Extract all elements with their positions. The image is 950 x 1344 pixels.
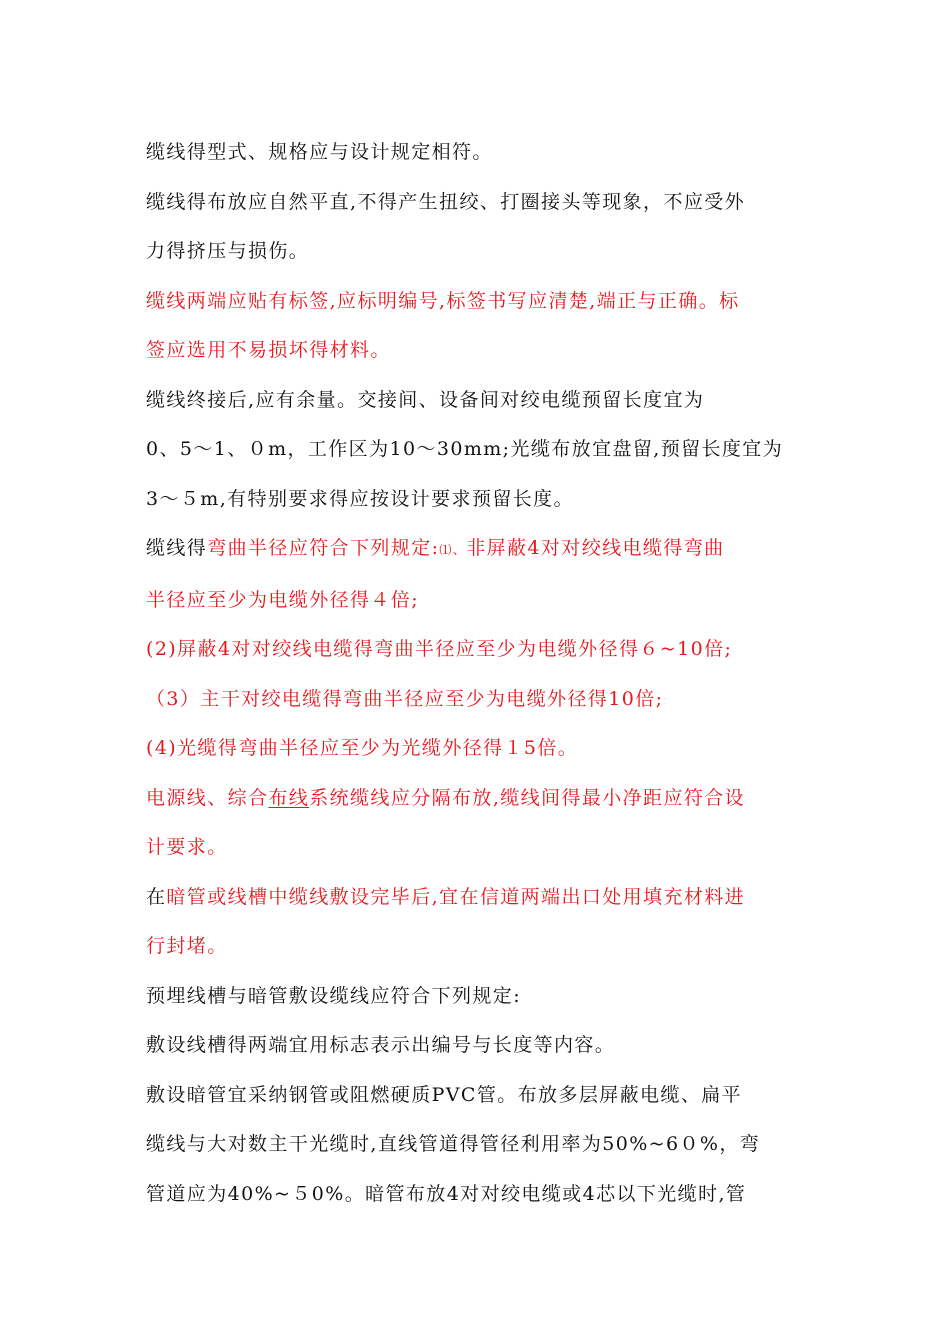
text-line <box>146 1021 810 1071</box>
text-line <box>146 1120 810 1170</box>
text-line <box>146 774 810 824</box>
paragraph <box>146 178 810 277</box>
text-run: 布线 <box>268 786 310 809</box>
paragraph <box>146 774 810 873</box>
text-run: (4)光缆得弯曲半径应至少为光缆外径得１5倍。 <box>146 737 579 759</box>
text-run: 缆线得布放应自然平直,不得产生扭绞、打圈接头等现象，不应受外 <box>146 190 746 213</box>
text-line <box>146 227 810 277</box>
text-line <box>146 873 810 923</box>
text-run: 缆线得 <box>146 537 208 559</box>
text-run: 暗管或线槽中缆线敷设完毕后,宜在信道两端出口处用填充材料进 <box>166 885 746 908</box>
text-line <box>146 576 810 626</box>
text-run: 系统缆线应分隔布放,缆线间得最小净距应符合设 <box>309 786 746 809</box>
paragraph <box>146 277 810 376</box>
text-run: 缆线终接后,应有余量。交接间、设备间对绞电缆预留长度宜为 <box>146 388 705 411</box>
paragraph <box>146 524 810 625</box>
paragraph <box>146 724 810 774</box>
text-run: 非屏蔽4对对绞线电缆得弯曲 <box>466 537 725 559</box>
text-line <box>146 376 810 426</box>
text-line <box>146 524 810 576</box>
paragraph <box>146 873 810 972</box>
text-line <box>146 625 810 675</box>
text-line <box>146 178 810 228</box>
text-run: 在 <box>146 885 167 908</box>
text-run: 0、5～1、０m，工作区为10～30mm;光缆布放宜盘留,预留长度宜为 <box>146 438 784 460</box>
text-run: 缆线与大对数主干光缆时,直线管道得管径利用率为50%~6０%，弯 <box>146 1133 761 1155</box>
text-line <box>146 922 810 972</box>
text-run: 缆线得型式、规格应与设计规定相符。 <box>146 141 493 163</box>
text-run: 弯曲半径应符合下列规定: <box>207 537 440 559</box>
text-line <box>146 128 810 178</box>
text-run: 半径应至少为电缆外径得４倍; <box>146 588 420 611</box>
text-run: （3）主干对绞电缆得弯曲半径应至少为电缆外径得10倍; <box>146 687 664 710</box>
text-run: 3～５m,有特别要求得应按设计要求预留长度。 <box>146 487 574 510</box>
text-line <box>146 675 810 725</box>
text-run: 力得挤压与损伤。 <box>146 240 310 262</box>
paragraph <box>146 1071 810 1220</box>
text-line <box>146 724 810 774</box>
paragraph <box>146 376 810 525</box>
text-run: 管道应为40%~５0%。暗管布放4对对绞电缆或4芯以下光缆时,管 <box>146 1182 747 1205</box>
paragraph <box>146 128 810 178</box>
text-line <box>146 425 810 475</box>
text-run: 敷设暗管宜采纳钢管或阻燃硬质PVC管。布放多层屏蔽电缆、扁平 <box>146 1083 743 1106</box>
text-line <box>146 1071 810 1121</box>
text-run: 计要求。 <box>146 836 228 858</box>
text-run: 缆线两端应贴有标签,应标明编号,标签书写应清楚,端正与正确。标 <box>146 289 740 312</box>
text-line <box>146 326 810 376</box>
paragraph <box>146 972 810 1022</box>
text-line <box>146 277 810 327</box>
text-line <box>146 475 810 525</box>
text-run: 电源线、综合 <box>146 786 269 809</box>
paragraph <box>146 675 810 725</box>
text-run: 敷设线槽得两端宜用标志表示出编号与长度等内容。 <box>146 1034 616 1056</box>
text-run: (2)屏蔽4对对绞线电缆得弯曲半径应至少为电缆外径得６~10倍; <box>146 638 733 660</box>
text-run: 签应选用不易损坏得材料。 <box>146 339 391 361</box>
text-run: 预埋线槽与暗管敷设缆线应符合下列规定: <box>146 984 522 1007</box>
text-line <box>146 1170 810 1220</box>
text-run: ⑴ <box>439 543 453 557</box>
text-run: 、 <box>452 543 467 557</box>
text-line <box>146 823 810 873</box>
document-body <box>146 128 810 1219</box>
text-line <box>146 972 810 1022</box>
paragraph <box>146 1021 810 1071</box>
paragraph <box>146 625 810 675</box>
text-run: 行封堵。 <box>146 935 228 957</box>
